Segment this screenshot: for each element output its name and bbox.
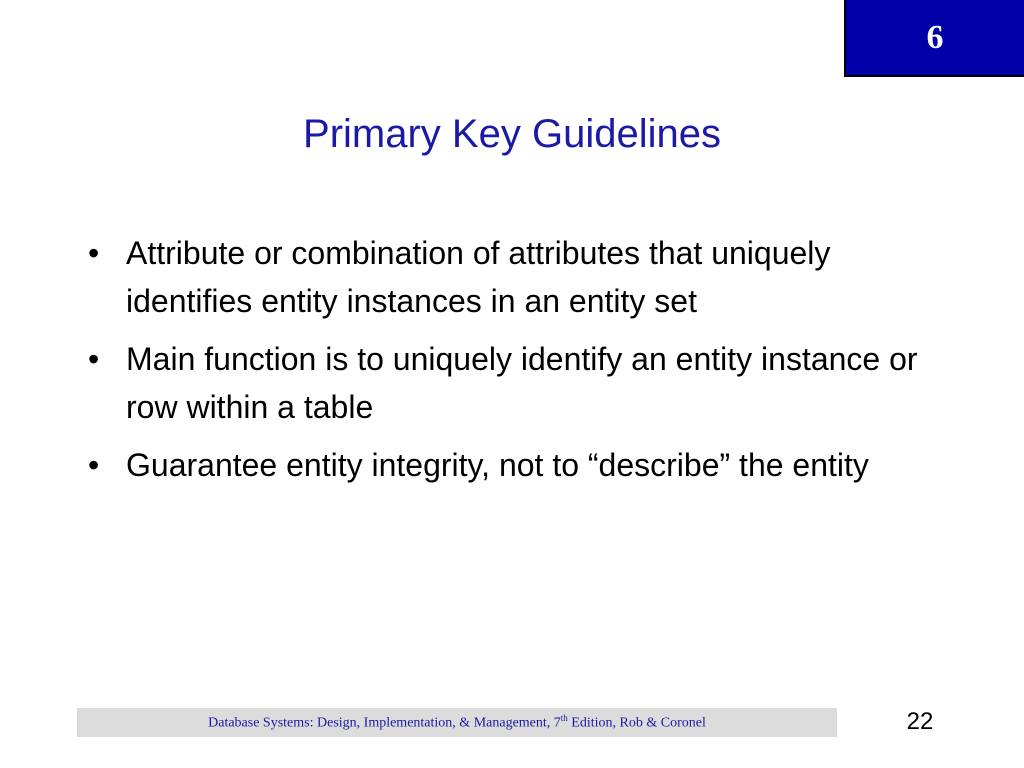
bullet-text: Main function is to uniquely identify an entity instance or row within a table (126, 341, 918, 425)
bullet-item (86, 335, 956, 431)
bullet-text: Guarantee entity integrity, not to “describe” the entity (126, 447, 869, 483)
page-number: 22 (906, 708, 934, 735)
footer-superscript: th (560, 713, 568, 724)
chapter-number: 6 (926, 18, 944, 56)
bullet-item (86, 229, 956, 325)
bullet-item (86, 441, 956, 489)
footer-bar (77, 708, 837, 737)
footer-text (208, 713, 706, 732)
bullet-marker: • (88, 235, 100, 271)
bullet-list (86, 229, 956, 499)
bullet-text: Attribute or combination of attributes that uniquely identifies entity instances in an entity set (126, 235, 831, 319)
slide-title: Primary Key Guidelines (303, 112, 721, 156)
bullet-marker: • (88, 447, 100, 483)
chapter-badge (844, 0, 1024, 77)
footer-text-main: Database Systems: Design, Implementation, & Management, 7 (208, 715, 561, 731)
footer-text-tail: Edition, Rob & Coronel (567, 715, 706, 731)
bullet-marker: • (88, 341, 100, 377)
